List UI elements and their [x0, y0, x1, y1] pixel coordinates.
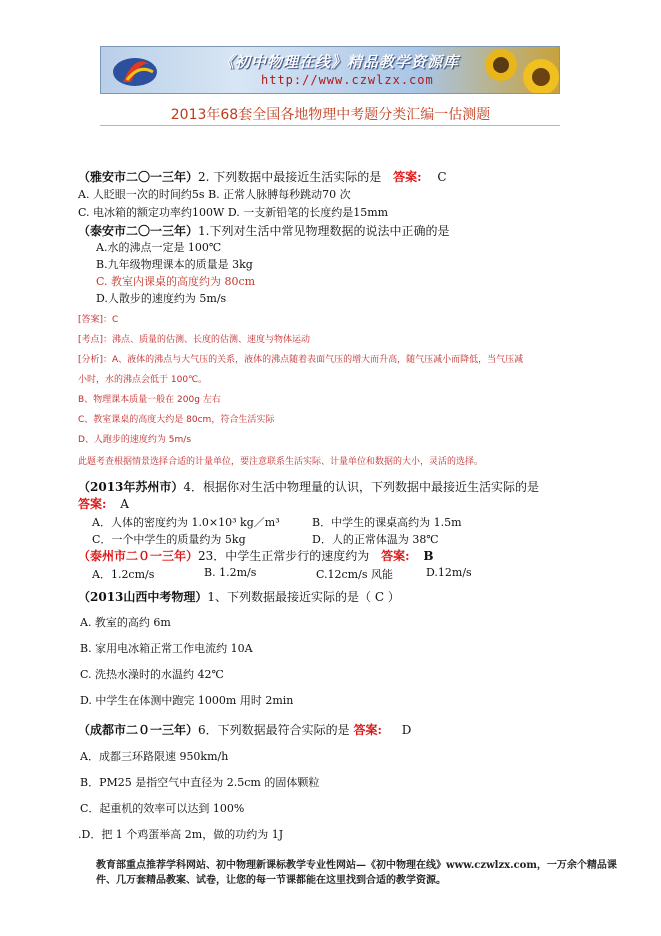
q3-source: （2013年苏州市） [78, 480, 184, 494]
site-logo-icon [105, 50, 165, 90]
q1-answer-label: 答案: [393, 170, 422, 184]
q5-option-c: C. 洗热水澡时的水温约 42℃ [80, 668, 224, 681]
analysis-line-a: [分析]：A、液体的沸点与大气压的关系，液体的沸点随着表面气压的增大而升高，随气压减小而降低，当气压减 [78, 355, 524, 365]
q2-option-b: B.九年级物理课本的质量是 3kg [96, 258, 253, 271]
q6-option-c: C．起重机的效率可以达到 100% [80, 802, 245, 815]
q1-source: （雅安市二〇一三年） [78, 170, 199, 184]
analysis-summary: 此题考查根据情景选择合适的计量单位，要注意联系生活实际、计量单位和数据的大小，灵活的选择。 [78, 457, 484, 467]
banner-title: 《初中物理在线》精品教学资源库 [219, 53, 460, 71]
q2-source: （泰安市二〇一三年） [78, 224, 199, 238]
q6-option-b: B．PM25 是指空气中直径为 2.5cm 的固体颗粒 [80, 776, 320, 789]
q4-answer: B [423, 549, 434, 563]
analysis-topic: [考点]：沸点、质量的估测、长度的估测、速度与物体运动 [78, 335, 311, 345]
q6-stem: 6．下列数据最符合实际的是 [198, 723, 350, 737]
q6-answer: D [401, 723, 412, 737]
q6-source: （成都市二０一三年） [78, 723, 199, 737]
q3-answer: A [120, 497, 129, 511]
q6-option-d: .D．把 1 个鸡蛋举高 2m，做的功约为 1J [78, 828, 284, 841]
q4-stem: 23．中学生正常步行的速度约为 [198, 549, 370, 563]
q5-option-d: D. 中学生在体测中跑完 1000m 用时 2min [80, 694, 294, 707]
q3-answer-row [78, 495, 129, 512]
q3-option-c: C．一个中学生的质量约为 5kg [92, 533, 246, 546]
q5-source: （2013山西中考物理） [78, 590, 208, 604]
question-3-header [78, 478, 539, 495]
question-5-header [78, 588, 400, 605]
q3-option-b: B．中学生的课桌高约为 1.5m [312, 516, 462, 529]
q3-stem: 4．根据你对生活中物理量的认识，下列数据中最接近生活实际的是 [183, 480, 540, 494]
q4-answer-label: 答案: [381, 549, 410, 563]
analysis-line-b: B、物理课本质量一般在 200g 左右 [78, 395, 221, 405]
q3-option-d: D．人的正常体温为 38℃ [312, 533, 439, 546]
title-divider [100, 125, 560, 126]
question-1-header [78, 168, 447, 185]
q2-stem: 1.下列对生活中常见物理数据的说法中正确的是 [198, 224, 450, 238]
q2-option-d: D.人散步的速度约为 5m/s [96, 292, 227, 305]
q4-option-b: B. 1.2m/s [204, 566, 257, 579]
q1-answer: C [437, 170, 447, 184]
q4-source: （泰州市二０一三年） [78, 549, 199, 563]
q2-option-a: A.水的沸点一定是 100℃ [96, 241, 222, 254]
q4-option-a: A．1.2cm/s [92, 568, 155, 581]
q2-option-c: C. 教室内课桌的高度约为 80cm [96, 275, 256, 288]
analysis-answer: [答案]：C [78, 315, 119, 325]
footer-line-1: 教育部重点推荐学科网站、初中物理新课标教学专业性网站—《初中物理在线》www.czwlzx.com，一万余个精品课 [96, 860, 617, 871]
banner-url: http://www.czwlzx.com [261, 73, 434, 87]
q6-answer-label: 答案: [353, 723, 382, 737]
site-banner [100, 46, 560, 94]
q5-option-a: A. 教室的高约 6m [80, 616, 171, 629]
question-6-header [78, 721, 411, 738]
analysis-line-c: C、教室课桌的高度大约是 80cm，符合生活实际 [78, 415, 275, 425]
q1-options-line2: C. 电冰箱的额定功率约100W D. 一支新铅笔的长度约是15mm [78, 206, 389, 219]
analysis-line-a2: 小时，水的沸点会低于 100℃。 [78, 375, 208, 385]
analysis-line-d: D、人跑步的速度约为 5m/s [78, 435, 192, 445]
q1-stem: 2. 下列数据中最接近生活实际的是 [198, 170, 382, 184]
q4-option-d: D.12m/s [426, 566, 472, 579]
q1-options-line1: A. 人眨眼一次的时间约5s B. 正常人脉膊每秒跳动70 次 [78, 188, 351, 201]
q4-option-c: C.12cm/s 风能 [316, 568, 393, 581]
question-2-header [78, 222, 449, 239]
document-title: 2013年68套全国各地物理中考题分类汇编一估测题 [170, 107, 491, 123]
q5-option-b: B. 家用电冰箱正常工作电流约 10A [80, 642, 253, 655]
footer-line-2: 件、几万套精品教案、试卷，让您的每一节课都能在这里找到合适的教学资源。 [96, 875, 446, 886]
q3-answer-label: 答案: [78, 497, 107, 511]
question-4-header [78, 547, 434, 564]
q6-option-a: A．成都三环路限速 950km/h [80, 750, 229, 763]
analysis-image [72, 310, 572, 472]
q5-stem: 1、下列数据最接近实际的是（ C ） [207, 590, 400, 604]
sunflower-icon [479, 47, 559, 93]
q3-option-a: A．人体的密度约为 1.0×10³ kg／m³ [92, 516, 280, 529]
